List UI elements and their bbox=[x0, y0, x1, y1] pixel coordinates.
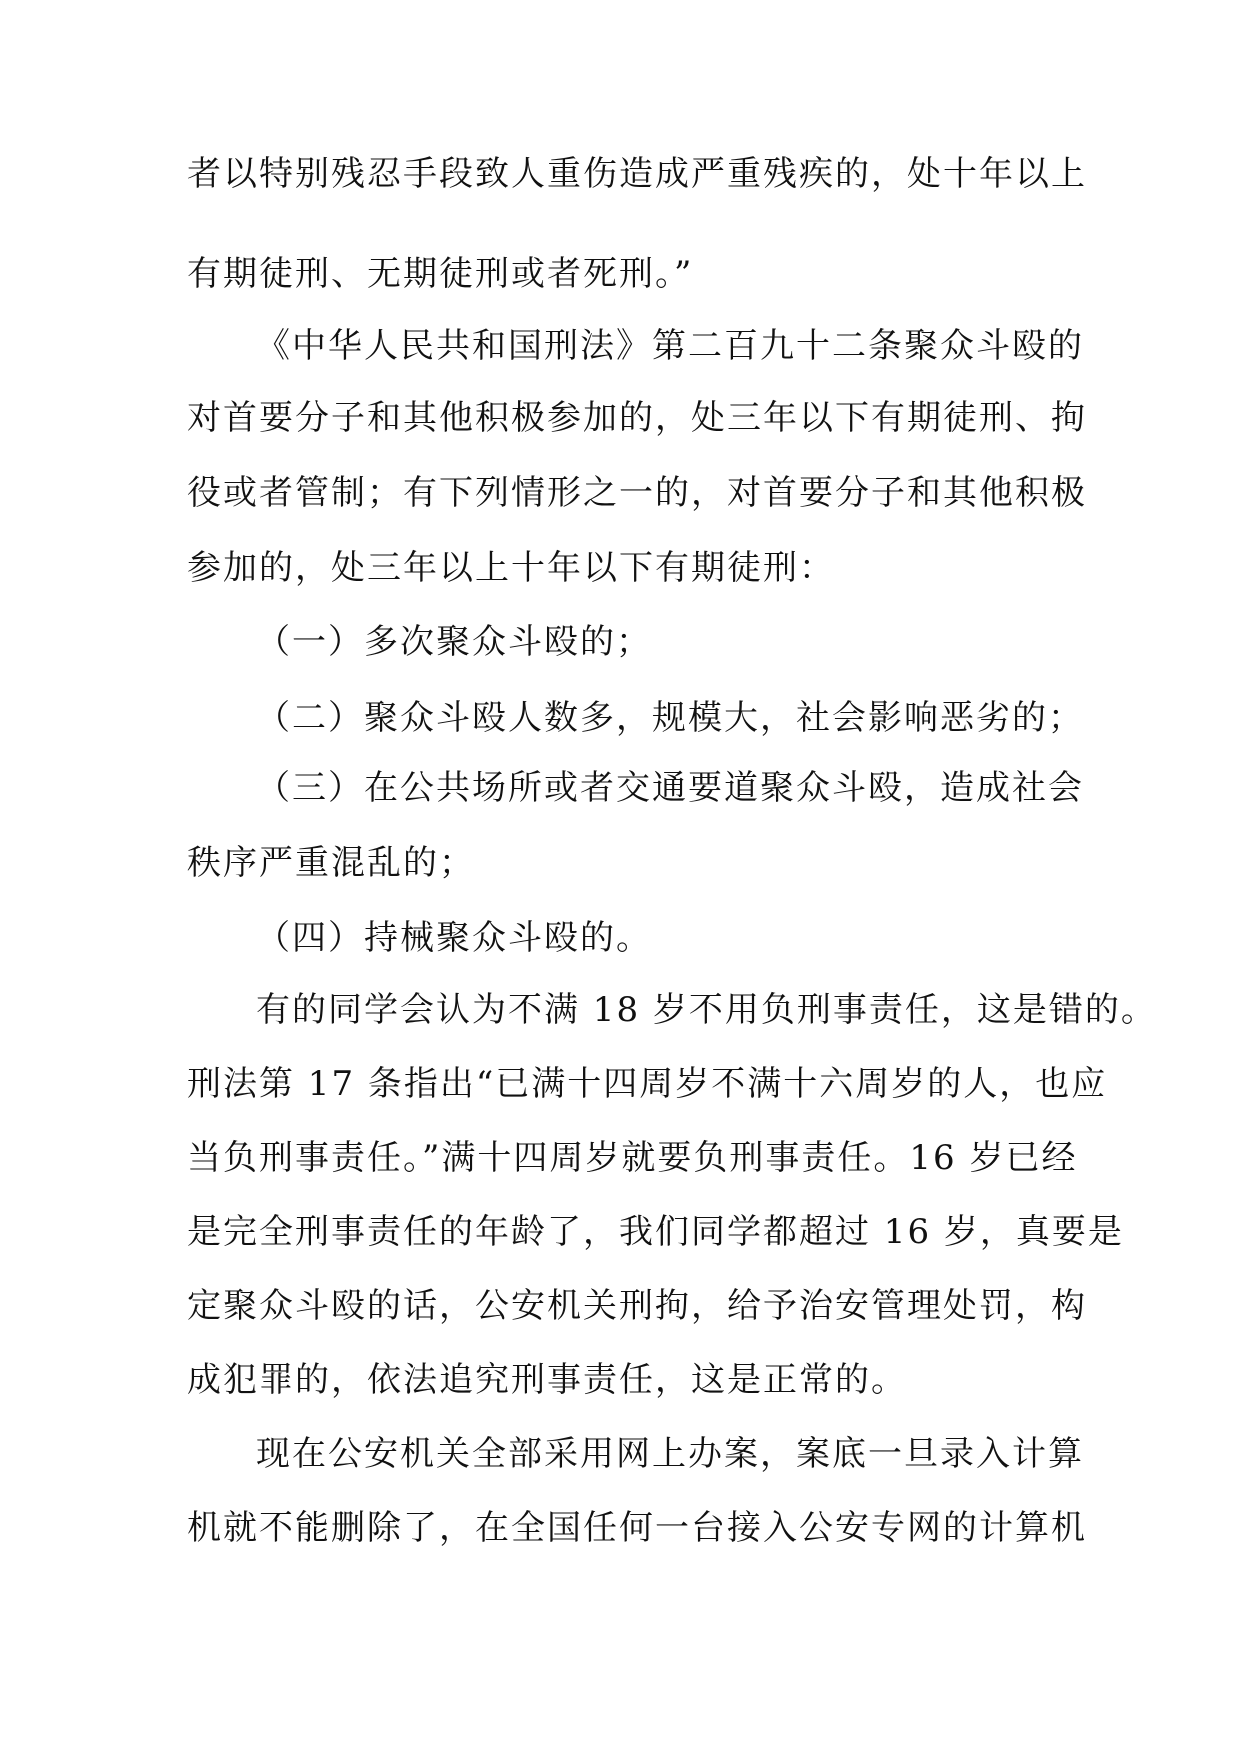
text-line: 成犯罪的，依法追究刑事责任，这是正常的。 bbox=[187, 1360, 907, 1400]
text-line: 役或者管制；有下列情形之一的，对首要分子和其他积极 bbox=[187, 473, 1087, 513]
list-item-line: （一）多次聚众斗殴的； bbox=[256, 622, 652, 662]
text-line: 定聚众斗殴的话，公安机关刑拘，给予治安管理处罚，构 bbox=[187, 1286, 1087, 1326]
paragraph-start-line: 现在公安机关全部采用网上办案，案底一旦录入计算 bbox=[256, 1434, 1084, 1474]
text-line: 者以特别残忍手段致人重伤造成严重残疾的，处十年以上 bbox=[187, 154, 1087, 194]
text-line: 对首要分子和其他积极参加的，处三年以下有期徒刑、拘 bbox=[187, 398, 1087, 438]
text-line: 有期徒刑、无期徒刑或者死刑。” bbox=[187, 254, 694, 294]
text-line: 秩序严重混乱的； bbox=[187, 843, 475, 883]
paragraph-start-line: 《中华人民共和国刑法》第二百九十二条聚众斗殴的 bbox=[256, 326, 1084, 366]
text-line: 刑法第 17 条指出“已满十四周岁不满十六周岁的人，也应 bbox=[187, 1064, 1108, 1104]
list-item-line: （四）持械聚众斗殴的。 bbox=[256, 918, 652, 958]
text-line: 机就不能删除了，在全国任何一台接入公安专网的计算机 bbox=[187, 1508, 1087, 1548]
list-item-line: （二）聚众斗殴人数多，规模大，社会影响恶劣的； bbox=[256, 698, 1084, 738]
text-line: 参加的，处三年以上十年以下有期徒刑： bbox=[187, 548, 835, 588]
text-line: 当负刑事责任。”满十四周岁就要负刑事责任。16 岁已经 bbox=[187, 1138, 1078, 1178]
text-line: 是完全刑事责任的年龄了，我们同学都超过 16 岁，真要是 bbox=[187, 1212, 1124, 1252]
list-item-line: （三）在公共场所或者交通要道聚众斗殴，造成社会 bbox=[256, 768, 1084, 808]
paragraph-start-line: 有的同学会认为不满 18 岁不用负刑事责任，这是错的。 bbox=[256, 990, 1157, 1030]
